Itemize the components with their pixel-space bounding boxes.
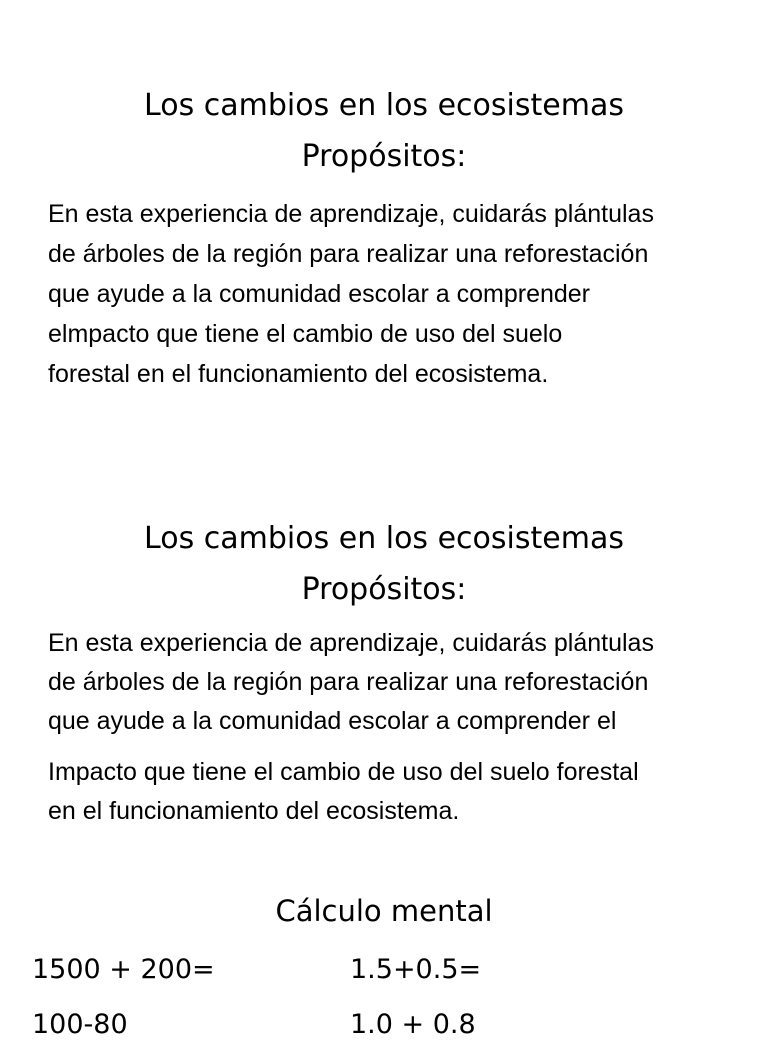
paragraph-line: que ayude a la comunidad escolar a comprender — [48, 280, 591, 308]
mental-math-title: Cálculo mental — [275, 894, 493, 928]
paragraph-line: En esta experiencia de aprendizaje, cuidarás plántulas — [48, 200, 654, 228]
section-2-subtitle: Propósitos: — [301, 572, 467, 607]
paragraph-line: en el funcionamiento del ecosistema. — [48, 797, 460, 825]
section-2-title: Los cambios en los ecosistemas — [144, 521, 624, 556]
math-exercise: 100-80 — [32, 1009, 128, 1040]
section-1-paragraph — [48, 194, 748, 394]
section-1-subtitle: Propósitos: — [301, 139, 467, 174]
math-exercise: 1.5+0.5= — [350, 954, 482, 985]
paragraph-line: de árboles de la región para realizar una reforestación — [48, 668, 649, 696]
math-exercise: 1.0 + 0.8 — [350, 1009, 476, 1040]
paragraph-line: Impacto que tiene el cambio de uso del suelo forestal — [48, 758, 639, 786]
section-1-title: Los cambios en los ecosistemas — [144, 88, 624, 123]
section-2-paragraph — [48, 624, 748, 831]
paragraph-line: de árboles de la región para realizar una reforestación — [48, 240, 649, 268]
paragraph-line: que ayude a la comunidad escolar a comprender el — [48, 707, 617, 735]
paragraph-line: forestal en el funcionamiento del ecosistema. — [48, 360, 549, 388]
paragraph-line: elmpacto que tiene el cambio de uso del suelo — [48, 320, 563, 348]
paragraph-line: En esta experiencia de aprendizaje, cuidarás plántulas — [48, 629, 654, 657]
math-exercise: 1500 + 200= — [32, 954, 215, 985]
